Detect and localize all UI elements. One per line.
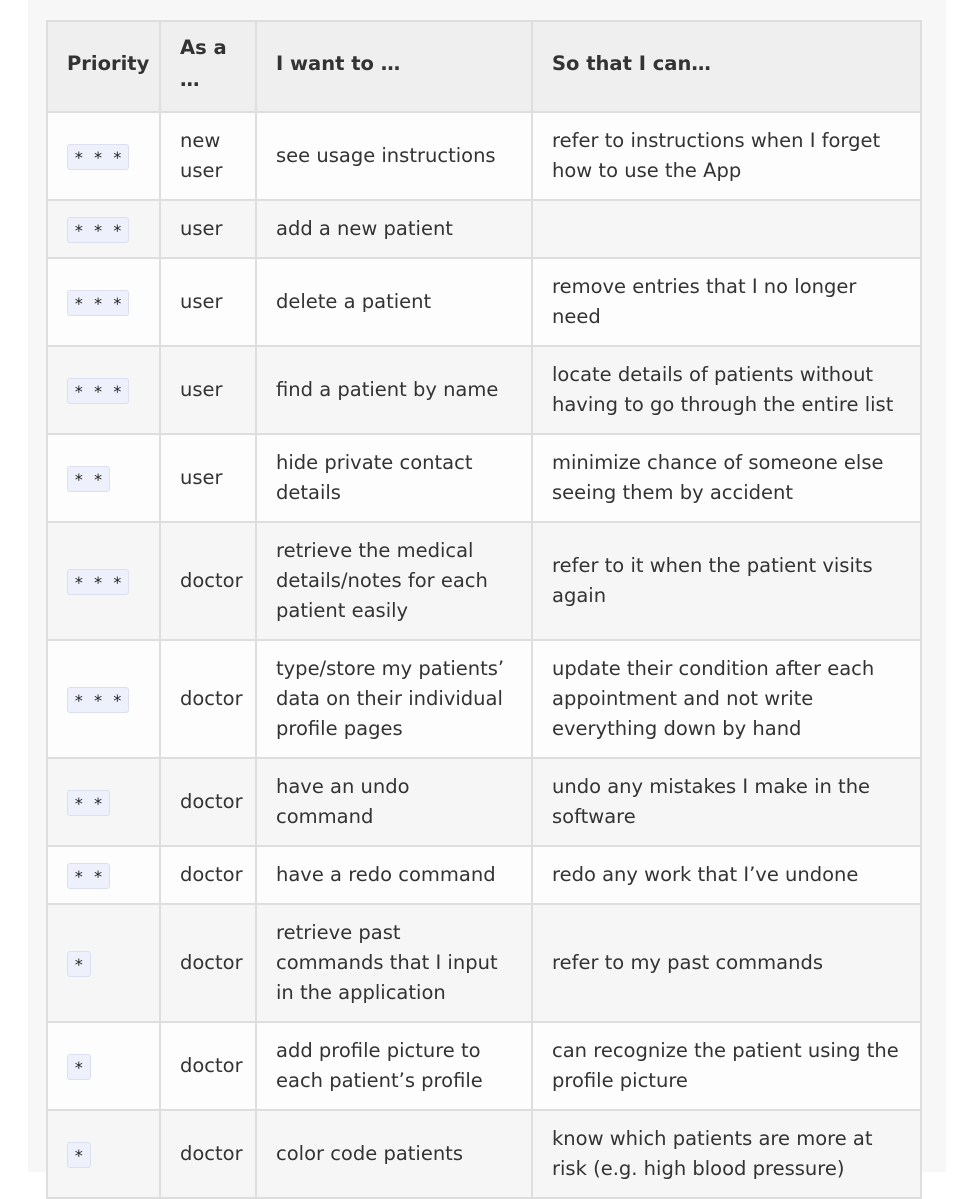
role-cell: doctor xyxy=(160,1110,256,1198)
table-row xyxy=(47,522,921,640)
header-as-a: As a … xyxy=(160,21,256,112)
role-cell: user xyxy=(160,258,256,346)
role-cell: user xyxy=(160,200,256,258)
benefit-cell: refer to it when the patient visits again xyxy=(532,522,921,640)
want-cell: retrieve past commands that I input in the application xyxy=(256,904,532,1022)
table-row xyxy=(47,640,921,758)
priority-cell xyxy=(47,112,160,200)
priority-badge: * * * xyxy=(67,569,129,595)
priority-cell xyxy=(47,522,160,640)
priority-cell xyxy=(47,258,160,346)
header-i-want-to: I want to … xyxy=(256,21,532,112)
table-row xyxy=(47,346,921,434)
benefit-cell: remove entries that I no longer need xyxy=(532,258,921,346)
priority-cell xyxy=(47,200,160,258)
priority-cell xyxy=(47,846,160,904)
table-row xyxy=(47,758,921,846)
header-priority: Priority xyxy=(47,21,160,112)
table-row xyxy=(47,904,921,1022)
header-so-that: So that I can… xyxy=(532,21,921,112)
priority-cell xyxy=(47,1110,160,1198)
want-cell: color code patients xyxy=(256,1110,532,1198)
priority-cell xyxy=(47,640,160,758)
want-cell: find a patient by name xyxy=(256,346,532,434)
benefit-cell: undo any mistakes I make in the software xyxy=(532,758,921,846)
priority-badge: * * * xyxy=(67,378,129,404)
table-row xyxy=(47,1022,921,1110)
priority-badge: * * xyxy=(67,790,110,816)
want-cell: add a new patient xyxy=(256,200,532,258)
priority-badge: * * xyxy=(67,466,110,492)
benefit-cell: update their condition after each appointment and not write everything down by hand xyxy=(532,640,921,758)
priority-cell xyxy=(47,346,160,434)
want-cell: add profile picture to each patient’s profile xyxy=(256,1022,532,1110)
role-cell: doctor xyxy=(160,1022,256,1110)
priority-cell xyxy=(47,1022,160,1110)
benefit-cell: can recognize the patient using the profile picture xyxy=(532,1022,921,1110)
priority-badge: * * * xyxy=(67,144,129,170)
role-cell: new user xyxy=(160,112,256,200)
user-stories-table xyxy=(46,20,922,1199)
priority-badge: * * * xyxy=(67,290,129,316)
role-cell: doctor xyxy=(160,640,256,758)
priority-badge: * xyxy=(67,951,91,977)
table-row xyxy=(47,846,921,904)
priority-cell xyxy=(47,758,160,846)
table-row xyxy=(47,434,921,522)
priority-cell xyxy=(47,904,160,1022)
want-cell: see usage instructions xyxy=(256,112,532,200)
want-cell: retrieve the medical details/notes for each patient easily xyxy=(256,522,532,640)
want-cell: have a redo command xyxy=(256,846,532,904)
want-cell: have an undo command xyxy=(256,758,532,846)
benefit-cell: minimize chance of someone else seeing them by accident xyxy=(532,434,921,522)
priority-badge: * * * xyxy=(67,687,129,713)
benefit-cell xyxy=(532,200,921,258)
benefit-cell: refer to instructions when I forget how to use the App xyxy=(532,112,921,200)
role-cell: doctor xyxy=(160,904,256,1022)
want-cell: delete a patient xyxy=(256,258,532,346)
benefit-cell: locate details of patients without having to go through the entire list xyxy=(532,346,921,434)
table-row xyxy=(47,200,921,258)
benefit-cell: refer to my past commands xyxy=(532,904,921,1022)
priority-badge: * xyxy=(67,1142,91,1168)
priority-badge: * xyxy=(67,1054,91,1080)
want-cell: type/store my patients’ data on their individual profile pages xyxy=(256,640,532,758)
table-row xyxy=(47,258,921,346)
table-row xyxy=(47,112,921,200)
table-row xyxy=(47,1110,921,1198)
benefit-cell: know which patients are more at risk (e.g. high blood pressure) xyxy=(532,1110,921,1198)
table-header-row xyxy=(47,21,921,112)
priority-cell xyxy=(47,434,160,522)
role-cell: doctor xyxy=(160,522,256,640)
want-cell: hide private contact details xyxy=(256,434,532,522)
role-cell: doctor xyxy=(160,758,256,846)
role-cell: doctor xyxy=(160,846,256,904)
benefit-cell: redo any work that I’ve undone xyxy=(532,846,921,904)
role-cell: user xyxy=(160,346,256,434)
priority-badge: * * * xyxy=(67,217,129,243)
priority-badge: * * xyxy=(67,863,110,889)
role-cell: user xyxy=(160,434,256,522)
